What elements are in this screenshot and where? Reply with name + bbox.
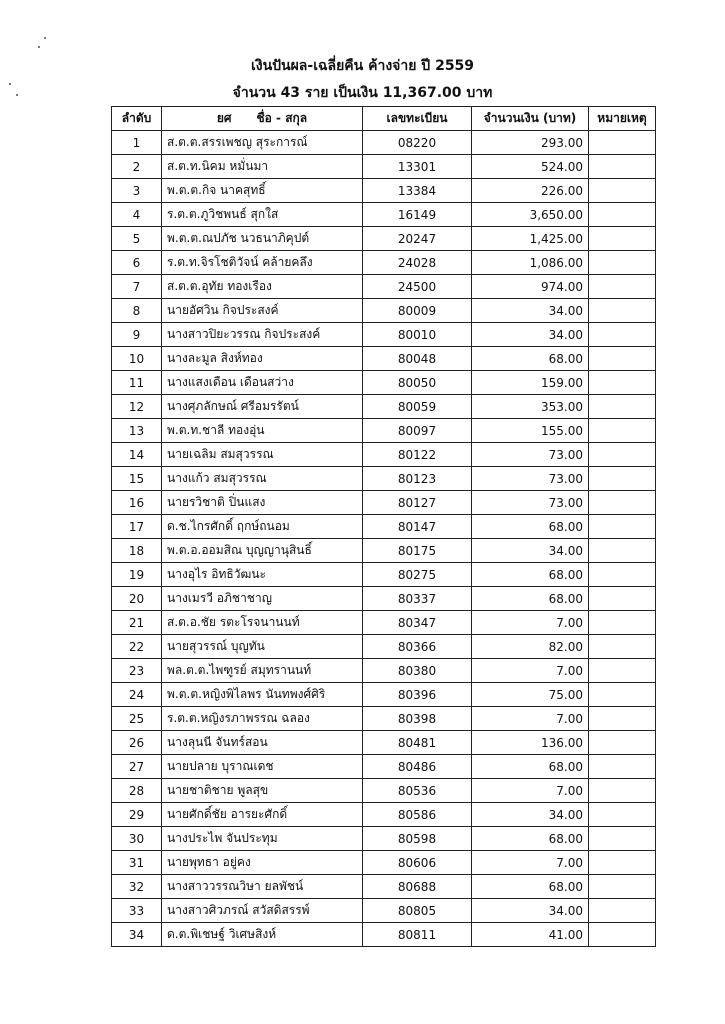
row-remark-cell [589, 827, 656, 851]
table-row [112, 803, 656, 827]
row-order-cell: 18 [112, 539, 162, 563]
row-registration-cell: 80805 [363, 899, 472, 923]
row-name-cell: นางเมรวี อภิชาชาญ [162, 587, 363, 611]
column-header-order: ลำดับ [112, 107, 162, 131]
row-remark-cell [589, 323, 656, 347]
row-amount-cell: 68.00 [472, 563, 589, 587]
scan-speck [44, 37, 46, 39]
row-order-cell: 31 [112, 851, 162, 875]
document-subtitle: จำนวน 43 ราย เป็นเงิน 11,367.00 บาท [232, 85, 493, 101]
row-registration-cell: 80009 [363, 299, 472, 323]
row-amount-cell: 68.00 [472, 347, 589, 371]
row-remark-cell [589, 251, 656, 275]
row-amount-cell: 73.00 [472, 467, 589, 491]
document-title: เงินปันผล-เฉลี่ยคืน ค้างจ่าย ปี 2559 [250, 58, 475, 74]
row-order-cell: 34 [112, 923, 162, 947]
row-name-cell: นางประไพ จันประทุม [162, 827, 363, 851]
row-registration-cell: 80147 [363, 515, 472, 539]
row-amount-cell: 68.00 [472, 587, 589, 611]
row-order-cell: 27 [112, 755, 162, 779]
table-row [112, 851, 656, 875]
row-amount-cell: 155.00 [472, 419, 589, 443]
table-row [112, 155, 656, 179]
row-amount-cell: 974.00 [472, 275, 589, 299]
row-order-cell: 3 [112, 179, 162, 203]
row-order-cell: 2 [112, 155, 162, 179]
row-name-cell: นายสุวรรณ์ บุญทัน [162, 635, 363, 659]
row-name-cell: นางแก้ว สมสุวรรณ [162, 467, 363, 491]
row-remark-cell [589, 131, 656, 155]
row-registration-cell: 80050 [363, 371, 472, 395]
row-name-cell: นางสาวศิวภรณ์ สวัสดิสรรพ์ [162, 899, 363, 923]
row-remark-cell [589, 227, 656, 251]
row-amount-cell: 68.00 [472, 875, 589, 899]
row-name-cell: ร.ต.ท.จิรโชติวัจน์ คล้ายคลึง [162, 251, 363, 275]
row-name-cell: ร.ต.ต.ภูวิชพนธ์ สุกใส [162, 203, 363, 227]
table-header-row [112, 107, 656, 131]
table-row [112, 467, 656, 491]
row-remark-cell [589, 803, 656, 827]
row-name-cell: ร.ต.ต.หญิงรภาพรรณ ฉลอง [162, 707, 363, 731]
row-order-cell: 8 [112, 299, 162, 323]
row-name-cell: นางลุนนี จันทร์สอน [162, 731, 363, 755]
row-amount-cell: 1,425.00 [472, 227, 589, 251]
row-amount-cell: 159.00 [472, 371, 589, 395]
row-registration-cell: 80688 [363, 875, 472, 899]
row-remark-cell [589, 443, 656, 467]
scan-speck [38, 46, 40, 48]
table-row [112, 395, 656, 419]
row-registration-cell: 20247 [363, 227, 472, 251]
column-header-registration: เลขทะเบียน [363, 107, 472, 131]
row-order-cell: 6 [112, 251, 162, 275]
row-order-cell: 33 [112, 899, 162, 923]
table-row [112, 515, 656, 539]
table-row [112, 539, 656, 563]
row-remark-cell [589, 347, 656, 371]
row-order-cell: 4 [112, 203, 162, 227]
row-name-cell: นายเฉลิม สมสุวรรณ [162, 443, 363, 467]
table-row [112, 251, 656, 275]
table-row [112, 779, 656, 803]
table-row [112, 227, 656, 251]
row-name-cell: นายชาติชาย พูลสุข [162, 779, 363, 803]
row-remark-cell [589, 779, 656, 803]
row-order-cell: 20 [112, 587, 162, 611]
row-remark-cell [589, 299, 656, 323]
row-amount-cell: 73.00 [472, 491, 589, 515]
row-name-cell: ส.ต.ต.สรรเพชญ สุระการณ์ [162, 131, 363, 155]
row-remark-cell [589, 155, 656, 179]
row-registration-cell: 80486 [363, 755, 472, 779]
table-row [112, 323, 656, 347]
row-registration-cell: 80536 [363, 779, 472, 803]
row-order-cell: 24 [112, 683, 162, 707]
row-amount-cell: 3,650.00 [472, 203, 589, 227]
row-name-cell: ส.ต.อ.ชัย รตะโรจนานนท์ [162, 611, 363, 635]
row-amount-cell: 41.00 [472, 923, 589, 947]
row-amount-cell: 34.00 [472, 539, 589, 563]
table-row [112, 491, 656, 515]
row-registration-cell: 08220 [363, 131, 472, 155]
row-remark-cell [589, 899, 656, 923]
row-amount-cell: 73.00 [472, 443, 589, 467]
row-order-cell: 22 [112, 635, 162, 659]
row-registration-cell: 80337 [363, 587, 472, 611]
table-row [112, 635, 656, 659]
row-registration-cell: 80598 [363, 827, 472, 851]
row-remark-cell [589, 683, 656, 707]
row-amount-cell: 68.00 [472, 827, 589, 851]
row-remark-cell [589, 467, 656, 491]
row-registration-cell: 80586 [363, 803, 472, 827]
row-registration-cell: 80811 [363, 923, 472, 947]
row-order-cell: 14 [112, 443, 162, 467]
row-remark-cell [589, 179, 656, 203]
table-row [112, 443, 656, 467]
row-order-cell: 7 [112, 275, 162, 299]
row-order-cell: 19 [112, 563, 162, 587]
row-name-cell: นายอัศวิน กิจประสงค์ [162, 299, 363, 323]
row-amount-cell: 7.00 [472, 611, 589, 635]
row-remark-cell [589, 371, 656, 395]
row-order-cell: 16 [112, 491, 162, 515]
row-amount-cell: 34.00 [472, 803, 589, 827]
row-remark-cell [589, 611, 656, 635]
row-order-cell: 29 [112, 803, 162, 827]
table-row [112, 203, 656, 227]
row-registration-cell: 80366 [363, 635, 472, 659]
table-row [112, 587, 656, 611]
row-amount-cell: 34.00 [472, 323, 589, 347]
table-row [112, 179, 656, 203]
row-remark-cell [589, 587, 656, 611]
row-name-cell: นางสาววรรณวิษา ยลพัชน์ [162, 875, 363, 899]
row-order-cell: 23 [112, 659, 162, 683]
row-registration-cell: 80010 [363, 323, 472, 347]
row-name-cell: ส.ต.ท.นิคม หมั่นมา [162, 155, 363, 179]
row-amount-cell: 82.00 [472, 635, 589, 659]
column-header-remark: หมายเหตุ [589, 107, 656, 131]
row-registration-cell: 16149 [363, 203, 472, 227]
row-name-cell: นายพุทธา อยู่คง [162, 851, 363, 875]
row-amount-cell: 524.00 [472, 155, 589, 179]
row-amount-cell: 7.00 [472, 659, 589, 683]
row-remark-cell [589, 755, 656, 779]
row-remark-cell [589, 539, 656, 563]
row-registration-cell: 80396 [363, 683, 472, 707]
row-registration-cell: 80347 [363, 611, 472, 635]
column-header-name: ยศ ชื่อ - สกุล [162, 107, 363, 131]
row-registration-cell: 80123 [363, 467, 472, 491]
column-header-amount: จำนวนเงิน (บาท) [472, 107, 589, 131]
row-registration-cell: 80048 [363, 347, 472, 371]
row-name-cell: นางแสงเดือน เดือนสว่าง [162, 371, 363, 395]
row-remark-cell [589, 731, 656, 755]
row-name-cell: ด.ต.พิเชษฐ์ วิเศษสิงห์ [162, 923, 363, 947]
row-amount-cell: 226.00 [472, 179, 589, 203]
table-row [112, 371, 656, 395]
row-registration-cell: 80175 [363, 539, 472, 563]
row-amount-cell: 293.00 [472, 131, 589, 155]
row-remark-cell [589, 515, 656, 539]
row-order-cell: 13 [112, 419, 162, 443]
row-name-cell: พล.ต.ต.ไพฑูรย์ สมุทรานนท์ [162, 659, 363, 683]
row-remark-cell [589, 419, 656, 443]
row-registration-cell: 24028 [363, 251, 472, 275]
row-name-cell: นายรวิชาติ ปิ่นแสง [162, 491, 363, 515]
row-order-cell: 25 [112, 707, 162, 731]
row-order-cell: 26 [112, 731, 162, 755]
row-name-cell: นางสาวปิยะวรรณ กิจประสงค์ [162, 323, 363, 347]
row-remark-cell [589, 923, 656, 947]
row-amount-cell: 7.00 [472, 707, 589, 731]
row-order-cell: 28 [112, 779, 162, 803]
row-name-cell: นายปลาย บุราณเดช [162, 755, 363, 779]
row-amount-cell: 75.00 [472, 683, 589, 707]
row-name-cell: พ.ต.ต.กิจ นาคสุทธิ์ [162, 179, 363, 203]
row-amount-cell: 7.00 [472, 779, 589, 803]
row-remark-cell [589, 659, 656, 683]
row-amount-cell: 7.00 [472, 851, 589, 875]
row-registration-cell: 80606 [363, 851, 472, 875]
row-remark-cell [589, 635, 656, 659]
row-order-cell: 12 [112, 395, 162, 419]
row-registration-cell: 13384 [363, 179, 472, 203]
table-row [112, 707, 656, 731]
row-name-cell: นางอุไร อิทธิวัฒนะ [162, 563, 363, 587]
row-order-cell: 21 [112, 611, 162, 635]
row-registration-cell: 24500 [363, 275, 472, 299]
row-registration-cell: 80059 [363, 395, 472, 419]
table-row [112, 347, 656, 371]
row-order-cell: 32 [112, 875, 162, 899]
table-row [112, 131, 656, 155]
row-amount-cell: 1,086.00 [472, 251, 589, 275]
table-row [112, 275, 656, 299]
table-row [112, 899, 656, 923]
row-name-cell: พ.ต.ท.ชาลี ทองอุ่น [162, 419, 363, 443]
row-order-cell: 1 [112, 131, 162, 155]
row-registration-cell: 80398 [363, 707, 472, 731]
table-row [112, 611, 656, 635]
row-amount-cell: 136.00 [472, 731, 589, 755]
row-name-cell: พ.ต.ต.ณปภัช นวธนาภิคุปต์ [162, 227, 363, 251]
row-name-cell: นางศุภลักษณ์ ศรีอมรรัตน์ [162, 395, 363, 419]
row-registration-cell: 80122 [363, 443, 472, 467]
row-remark-cell [589, 395, 656, 419]
row-order-cell: 30 [112, 827, 162, 851]
row-order-cell: 11 [112, 371, 162, 395]
table-row [112, 827, 656, 851]
row-name-cell: พ.ต.ต.หญิงพิไลพร นันทพงศ์ศิริ [162, 683, 363, 707]
table-row [112, 755, 656, 779]
row-registration-cell: 80481 [363, 731, 472, 755]
table-row [112, 923, 656, 947]
row-remark-cell [589, 203, 656, 227]
row-order-cell: 17 [112, 515, 162, 539]
row-amount-cell: 68.00 [472, 515, 589, 539]
table-row [112, 683, 656, 707]
table-row [112, 659, 656, 683]
row-amount-cell: 34.00 [472, 299, 589, 323]
row-remark-cell [589, 875, 656, 899]
row-remark-cell [589, 707, 656, 731]
row-name-cell: ด.ช.ไกรศักดิ์ ฤกษ์ถนอม [162, 515, 363, 539]
row-registration-cell: 80097 [363, 419, 472, 443]
row-name-cell: นายศักดิ์ชัย อารยะศักดิ์ [162, 803, 363, 827]
row-amount-cell: 68.00 [472, 755, 589, 779]
row-registration-cell: 80275 [363, 563, 472, 587]
table-row [112, 299, 656, 323]
row-order-cell: 5 [112, 227, 162, 251]
table-row [112, 731, 656, 755]
row-amount-cell: 353.00 [472, 395, 589, 419]
row-remark-cell [589, 491, 656, 515]
table-row [112, 875, 656, 899]
row-registration-cell: 13301 [363, 155, 472, 179]
row-remark-cell [589, 851, 656, 875]
row-remark-cell [589, 275, 656, 299]
row-order-cell: 10 [112, 347, 162, 371]
row-registration-cell: 80380 [363, 659, 472, 683]
row-amount-cell: 34.00 [472, 899, 589, 923]
row-remark-cell [589, 563, 656, 587]
dividend-table [111, 106, 656, 947]
row-registration-cell: 80127 [363, 491, 472, 515]
row-name-cell: ส.ต.ต.อุทัย ทองเรือง [162, 275, 363, 299]
table-row [112, 563, 656, 587]
row-order-cell: 9 [112, 323, 162, 347]
row-name-cell: พ.ต.อ.ออมสิณ บุญญานุสินธิ์ [162, 539, 363, 563]
row-name-cell: นางละมูล สิงห์ทอง [162, 347, 363, 371]
table-row [112, 419, 656, 443]
row-order-cell: 15 [112, 467, 162, 491]
